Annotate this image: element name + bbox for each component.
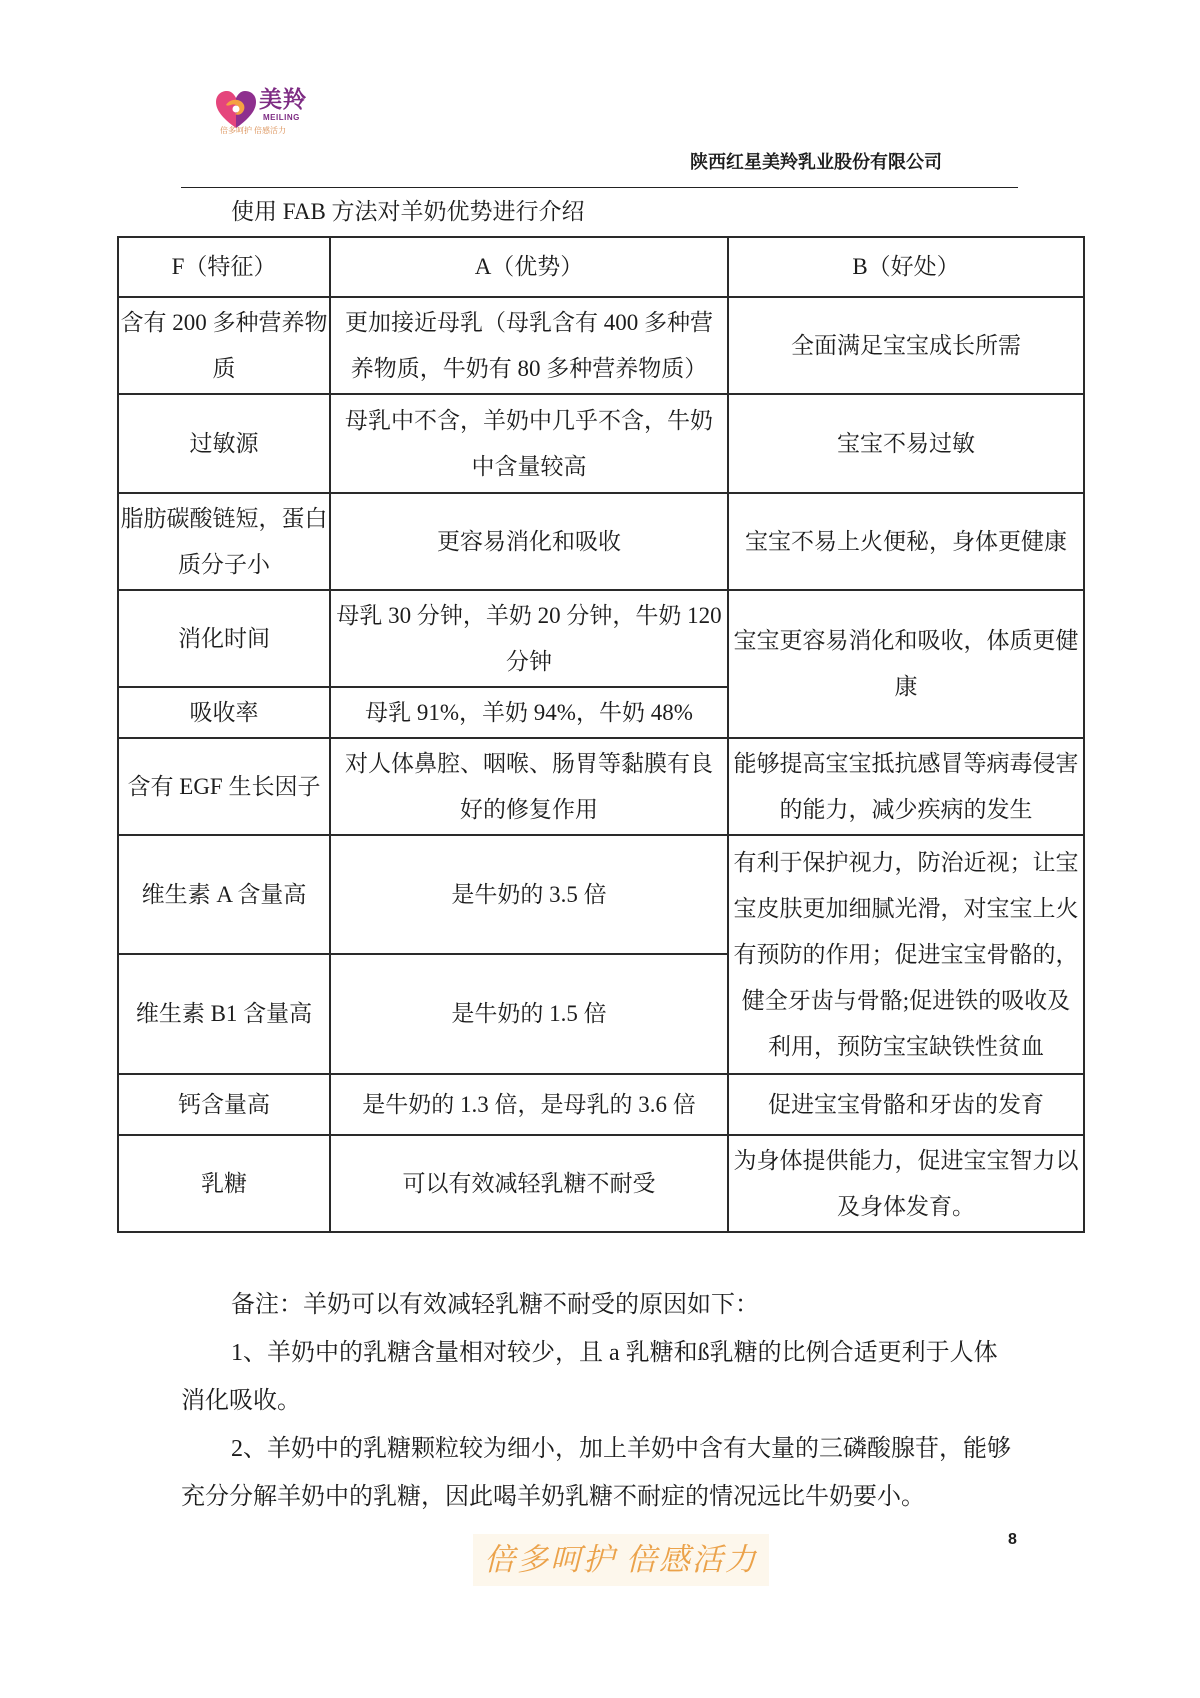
cell-feature: 钙含量高 xyxy=(118,1074,330,1135)
cell-advantage: 更容易消化和吸收 xyxy=(330,493,728,590)
table-row xyxy=(118,297,1084,394)
company-name: 陕西红星美羚乳业股份有限公司 xyxy=(690,152,942,172)
cell-feature: 含有 EGF 生长因子 xyxy=(118,738,330,835)
cell-advantage: 是牛奶的 1.3 倍，是母乳的 3.6 倍 xyxy=(330,1074,728,1135)
cell-benefit: 促进宝宝骨骼和牙齿的发育 xyxy=(728,1074,1084,1135)
table-row xyxy=(118,1135,1084,1232)
page-number: 8 xyxy=(1008,1531,1017,1548)
notes-section xyxy=(181,1281,1018,1521)
notes-item: 2、羊奶中的乳糖颗粒较为细小，加上羊奶中含有大量的三磷酸腺苷，能够充分分解羊奶中的乳糖，因此喝羊奶乳糖不耐症的情况远比牛奶要小。 xyxy=(181,1436,1011,1510)
cell-benefit: 能够提高宝宝抵抗感冒等病毒侵害的能力，减少疾病的发生 xyxy=(728,738,1084,835)
intro-text: 使用 FAB 方法对羊奶优势进行介绍 xyxy=(231,199,585,224)
cell-feature: 含有 200 多种营养物质 xyxy=(118,297,330,394)
cell-benefit: 为身体提供能力，促进宝宝智力以及身体发育。 xyxy=(728,1135,1084,1232)
header-divider xyxy=(181,187,1018,188)
table-row xyxy=(118,590,1084,687)
logo-tagline: 倍多呵护 倍感活力 xyxy=(220,126,286,135)
table-row xyxy=(118,738,1084,835)
cell-benefit: 宝宝不易过敏 xyxy=(728,394,1084,493)
notes-item: 1、羊奶中的乳糖含量相对较少，且 a 乳糖和ß乳糖的比例合适更利于人体消化吸收。 xyxy=(181,1340,998,1414)
cell-feature: 维生素 B1 含量高 xyxy=(118,954,330,1074)
cell-feature: 维生素 A 含量高 xyxy=(118,835,330,954)
table-row xyxy=(118,493,1084,590)
cell-feature: 过敏源 xyxy=(118,394,330,493)
cell-advantage: 母乳中不含，羊奶中几乎不含，牛奶中含量较高 xyxy=(330,394,728,493)
logo-name-cn: 美羚 xyxy=(259,87,307,113)
cell-feature: 吸收率 xyxy=(118,687,330,738)
cell-benefit-merged: 有利于保护视力，防治近视；让宝宝皮肤更加细腻光滑，对宝宝上火有预防的作用；促进宝宝骨骼的，健全牙齿与骨骼;促进铁的吸收及利用，预防宝宝缺铁性贫血 xyxy=(728,835,1084,1074)
cell-benefit: 全面满足宝宝成长所需 xyxy=(728,297,1084,394)
cell-feature: 脂肪碳酸链短，蛋白质分子小 xyxy=(118,493,330,590)
company-logo xyxy=(212,86,316,140)
table-row xyxy=(118,835,1084,954)
header-benefit: B（好处） xyxy=(728,237,1084,297)
notes-title: 备注：羊奶可以有效减轻乳糖不耐受的原因如下： xyxy=(231,1292,759,1318)
cell-benefit-merged: 宝宝更容易消化和吸收，体质更健康 xyxy=(728,590,1084,738)
cell-feature: 乳糖 xyxy=(118,1135,330,1232)
cell-benefit: 宝宝不易上火便秘，身体更健康 xyxy=(728,493,1084,590)
fab-table xyxy=(117,236,1085,1233)
table-row xyxy=(118,394,1084,493)
cell-advantage: 更加接近母乳（母乳含有 400 多种营养物质，牛奶有 80 多种营养物质） xyxy=(330,297,728,394)
cell-advantage: 可以有效减轻乳糖不耐受 xyxy=(330,1135,728,1232)
table-row xyxy=(118,1074,1084,1135)
cell-advantage: 是牛奶的 1.5 倍 xyxy=(330,954,728,1074)
footer-slogan: 倍多呵护 倍感活力 xyxy=(473,1534,769,1586)
logo-heart-icon xyxy=(214,90,258,130)
table-header-row xyxy=(118,237,1084,297)
cell-advantage: 母乳 30 分钟，羊奶 20 分钟，牛奶 120 分钟 xyxy=(330,590,728,687)
logo-name-en: MEILING xyxy=(263,113,300,122)
header-feature: F（特征） xyxy=(118,237,330,297)
header-advantage: A（优势） xyxy=(330,237,728,297)
cell-advantage: 母乳 91%，羊奶 94%，牛奶 48% xyxy=(330,687,728,738)
cell-feature: 消化时间 xyxy=(118,590,330,687)
cell-advantage: 对人体鼻腔、咽喉、肠胃等黏膜有良好的修复作用 xyxy=(330,738,728,835)
cell-advantage: 是牛奶的 3.5 倍 xyxy=(330,835,728,954)
